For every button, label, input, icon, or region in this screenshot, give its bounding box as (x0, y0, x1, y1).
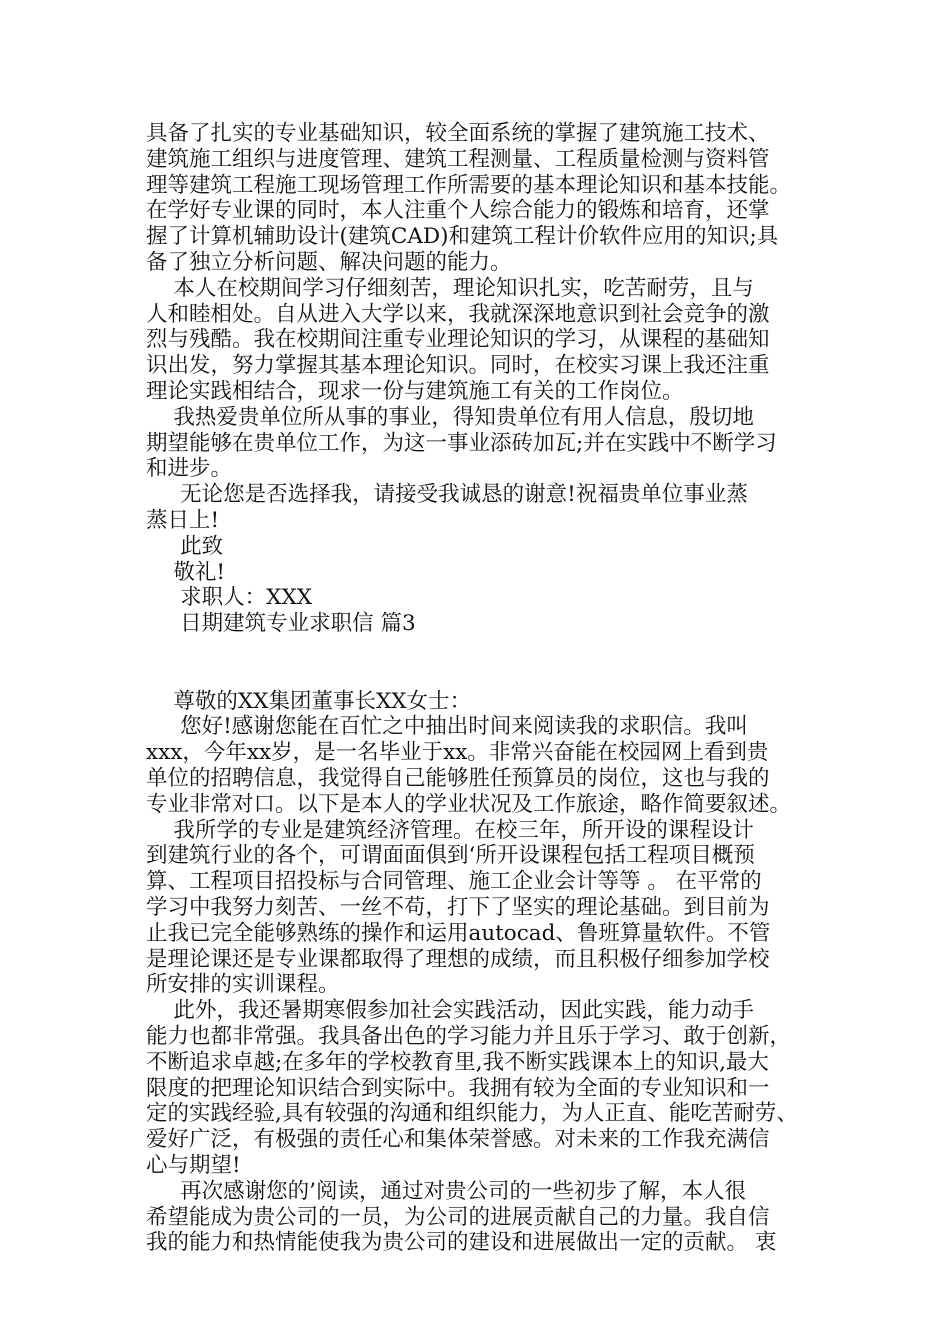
text-line: 求职人：XXX (146, 585, 313, 611)
text-line: 具备了扎实的专业基础知识，较全面系统的掌握了建筑施工技术、 (146, 121, 770, 146)
text-line: 是理论课还是专业课都取得了理想的成绩，而且积极仔细参加学校 (146, 946, 770, 972)
text-line: 烈与残酷。我在校期间注重专业理论知识的学习，从课程的基础知 (146, 327, 770, 353)
text-line: 心与期望! (146, 1153, 241, 1178)
text-line: 爱好广泛，有极强的责任心和集体荣誉感。对未来的工作我充满信 (146, 1127, 770, 1153)
text-line: 您好!感谢您能在百忙之中抽出时间来阅读我的求职信。我叫 (146, 714, 748, 740)
text-line: 握了计算机辅助设计(建筑CAD)和建筑工程计价软件应用的知识;具 (146, 224, 779, 250)
text-line: 止我已完全能够熟练的操作和运用autocad、鲁班算量软件。不管 (146, 920, 771, 946)
text-line: 日期建筑专业求职信 篇3 (146, 611, 416, 637)
text-line: 我的能力和热情能使我为贵公司的建设和进展做出一定的贡献。 衷 (146, 1230, 777, 1256)
text-line: 无论您是否选择我，请接受我诚恳的谢意!祝福贵单位事业蒸 (146, 482, 748, 508)
text-line: 希望能成为贵公司的一员，为公司的进展贡献自己的力量。我自信 (146, 1204, 770, 1230)
text-line: 我热爱贵单位所从事的事业，得知贵单位有用人信息，殷切地 (146, 404, 754, 430)
text-line: 定的实践经验,具有较强的沟通和组织能力，为人正直、能吃苦耐劳、 (146, 1101, 798, 1127)
text-line: 理论实践相结合，现求一份与建筑施工有关的工作岗位。 (146, 379, 684, 404)
text-line: 单位的招聘信息，我觉得自己能够胜任预算员的岗位，这也与我的 (146, 766, 770, 791)
text-line: 专业非常对口。以下是本人的学业状况及工作旅途，略作简要叙述。 (146, 791, 792, 817)
text-line: 在学好专业课的同时，本人注重个人综合能力的锻炼和培育，还掌 (146, 198, 770, 224)
text-line: 尊敬的XX集团董事长XX女士： (146, 688, 472, 714)
text-line: 期望能够在贵单位工作，为这一事业添砖加瓦;并在实践中不断学习 (146, 430, 777, 456)
text-line: 敬礼! (146, 559, 225, 585)
text-line: 和进步。 (146, 456, 233, 482)
text-line: 我所学的专业是建筑经济管理。在校三年，所开设的课程设计 (146, 817, 754, 843)
text-line: 本人在校期间学习仔细刻苦，理论知识扎实，吃苦耐劳，且与 (146, 275, 754, 301)
text-line: 能力也都非常强。我具备出色的学习能力并且乐于学习、敢于创新， (146, 1024, 792, 1049)
text-line: 再次感谢您的’阅读，通过对贵公司的一些初步了解，本人很 (146, 1178, 747, 1204)
text-line: 备了独立分析问题、解决问题的能力。 (146, 250, 512, 275)
text-line: 所安排的实训课程。 (146, 972, 340, 998)
text-line: 不断追求卓越;在多年的学校教育里,我不断实践课本上的知识,最大 (146, 1049, 769, 1075)
text-line: 限度的把理论知识结合到实际中。我拥有较为全面的专业知识和一 (146, 1075, 770, 1101)
text-line: 建筑施工组织与进度管理、建筑工程测量、工程质量检测与资料管 (146, 146, 770, 172)
text-line: 学习中我努力刻苦、一丝不苟，打下了坚实的理论基础。到目前为 (146, 895, 770, 920)
text-line: 到建筑行业的各个，可谓面面俱到‘所开设课程包括工程项目概预 (146, 843, 755, 869)
text-line: 人和睦相处。自从进入大学以来，我就深深地意识到社会竞争的激 (146, 301, 770, 327)
text-line: 识出发，努力掌握其基本理论知识。同时，在校实习课上我还注重 (146, 353, 770, 379)
text-line: 此外，我还暑期寒假参加社会实践活动，因此实践，能力动手 (146, 998, 754, 1024)
text-line: 此致 (146, 533, 224, 559)
text-line: 理等建筑工程施工现场管理工作所需要的基本理论知识和基本技能。 (146, 172, 792, 198)
text-line: xxx，今年xx岁，是一名毕业于xx。非常兴奋能在校园网上看到贵 (146, 740, 769, 766)
text-line: 蒸日上! (146, 508, 220, 533)
text-line: 算、工程项目招投标与合同管理、施工企业会计等等 。 在平常的 (146, 869, 762, 895)
